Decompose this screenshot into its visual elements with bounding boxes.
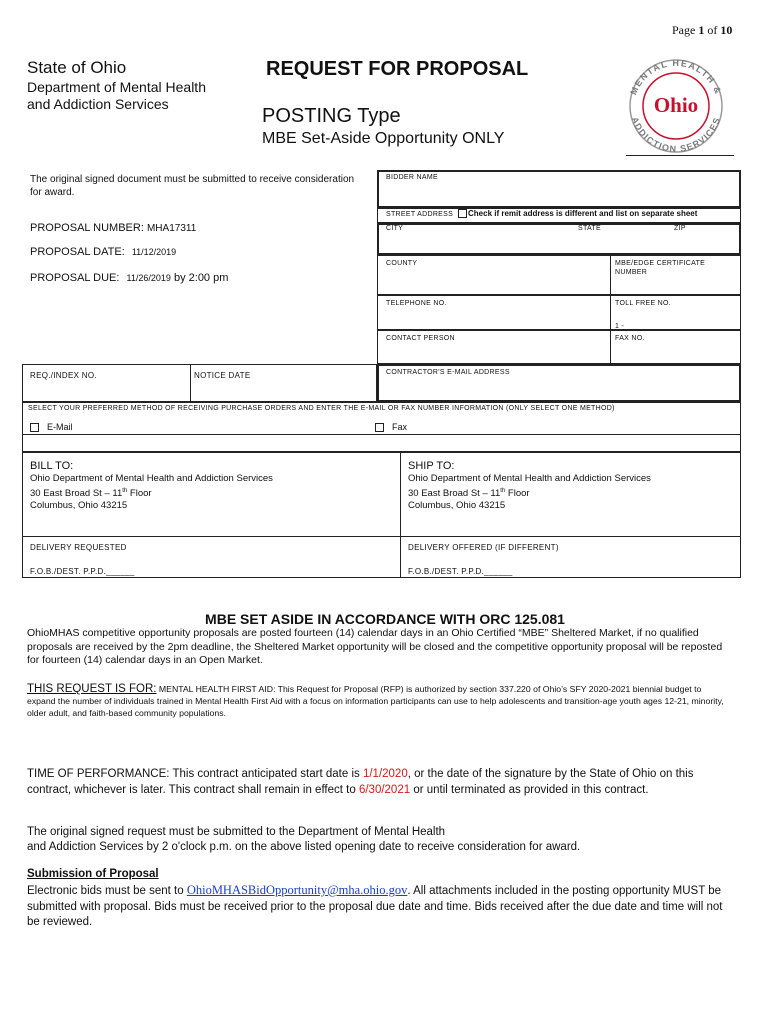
start-date: 1/1/2020 [362,768,408,780]
contractor-email-label: CONTRACTOR'S E-MAIL ADDRESS [386,369,510,376]
state-title: State of Ohio [27,58,127,77]
svg-text:ADDICTION SERVICES: ADDICTION SERVICES [629,115,723,155]
ohio-mhas-logo [616,50,736,160]
city-label: CITY [386,225,404,232]
mbe-opportunity: MBE Set-Aside Opportunity ONLY [262,130,505,147]
req-index-label: REQ./INDEX NO. [30,371,97,380]
request-paragraph: THIS REQUEST IS FOR: MENTAL HEALTH FIRST AID: This Request for Proposal (RFP) is authorized by section 337.220 of Ohio’s SFY 2020-2021 biennial budget to expand the number of individuals trained in Mental Health First Aid with a focus on information participants can use to help adolescents and transition-age youth ages 12-21, minority, older adult, and faith-based community populations. [27,683,724,718]
zip-label: ZIP [674,225,686,232]
county-label: COUNTY [386,260,418,267]
bill-to-label: BILL TO: [30,460,74,472]
bidder-name-label: BIDDER NAME [386,174,438,181]
fob-left[interactable]: F.O.B./DEST. P.P.D.______ [30,567,135,576]
fob-right[interactable]: F.O.B./DEST. P.P.D.______ [408,567,513,576]
submission-paragraph: Electronic bids must be sent to OhioMHASBidOpportunity@mha.ohio.gov. All attachments included in the posting opportunity MUST be submitted with proposal. Bids must be received prior to the proposal due date and time. Bids received after the due date and time will not be reviewed. [27,883,723,928]
remit-address-checkbox[interactable]: Check if remit address is different and list on separate sheet [458,209,697,218]
mbe-certificate-label: MBE/EDGE CERTIFICATE NUMBER [615,260,706,276]
submission-heading: Submission of Proposal [27,868,159,880]
method-divider [22,434,741,435]
req-notice-divider [190,364,191,402]
notice-date-label: NOTICE DATE [194,371,251,380]
signed-request-note: The original signed request must be submitted to the Department of Mental Health and Addiction Services by 2 o'clock p.m. on the above listed opening date to receive consideration for award. [27,826,581,853]
state-label: STATE [578,225,602,232]
bid-email-link[interactable]: OhioMHASBidOpportunity@mha.ohio.gov [186,883,408,897]
proposal-due: PROPOSAL DUE: 11/26/2019 by 2:00 pm [30,272,229,284]
svg-text:MENTAL HEALTH &: MENTAL HEALTH & [628,57,724,97]
toll-free-value[interactable]: 1 - [615,323,625,330]
posting-type: POSTING Type [262,105,401,127]
remit-checkbox-icon[interactable] [458,209,467,218]
time-of-performance: TIME OF PERFORMANCE: This contract anticipated start date is 1/1/2020, or the date of the signature by the State of Ohio on this contract, whichever is later. This contract shall remain in effect to 6/30/2021 or until terminated as provided in this contract. [27,768,694,796]
fax-number-label: FAX NO. [615,335,645,342]
page-number: Page 1 of 10 [672,23,733,37]
email-checkbox-icon[interactable] [30,423,39,432]
method-instruction: SELECT YOUR PREFERRED METHOD OF RECEIVING PURCHASE ORDERS AND ENTER THE E-MAIL OR FAX NUMBER INFORMATION (ONLY SELECT ONE METHOD) [28,405,615,412]
bill-ship-divider [400,452,401,578]
mbe-paragraph: OhioMHAS competitive opportunity proposals are posted fourteen (14) calendar days in an Ohio Certified “MBE” Sheltered Market, if no qualified proposals are received by the 2pm deadline, the Sheltered Market opportunity will be closed and the competitive opportunity proposal will be reposted for fourteen (14) calendar days in an Open Market. [27,627,723,666]
proposal-date: PROPOSAL DATE: 11/12/2019 [30,246,177,258]
delivery-top-line [22,536,741,537]
fax-option[interactable]: Fax [375,422,407,432]
email-option[interactable]: E-Mail [30,422,73,432]
fax-checkbox-icon[interactable] [375,423,384,432]
original-document-note: The original signed document must be submitted to receive consideration for award. [30,174,355,198]
telephone-label: TELEPHONE NO. [386,300,447,307]
delivery-offered-label: DELIVERY OFFERED (IF DIFFERENT) [408,543,559,552]
logo-underline [626,155,734,156]
req-index-row [22,364,377,402]
bill-to-address: Ohio Department of Mental Health and Addiction Services 30 East Broad St – 11th Floor Columbus, Ohio 43215 [30,473,273,512]
document-title: REQUEST FOR PROPOSAL [266,58,529,80]
toll-free-label: TOLL FREE NO. [615,300,672,307]
city-state-zip-box[interactable] [377,223,741,255]
bill-ship-section [22,452,741,578]
ship-to-address: Ohio Department of Mental Health and Addiction Services 30 East Broad St – 11th Floor Columbus, Ohio 43215 [408,473,651,512]
street-address-label: STREET ADDRESS [386,211,454,218]
contact-person-label: CONTACT PERSON [386,335,455,342]
end-date: 6/30/2021 [358,783,411,796]
svg-text:Ohio: Ohio [653,93,699,117]
mbe-heading: MBE SET ASIDE IN ACCORDANCE WITH ORC 125.081 [205,611,565,627]
delivery-requested-label: DELIVERY REQUESTED [30,543,127,552]
department-name: Department of Mental Health and Addiction Services [27,79,206,112]
proposal-number: PROPOSAL NUMBER: MHA17311 [30,222,197,234]
ship-to-label: SHIP TO: [408,460,455,472]
